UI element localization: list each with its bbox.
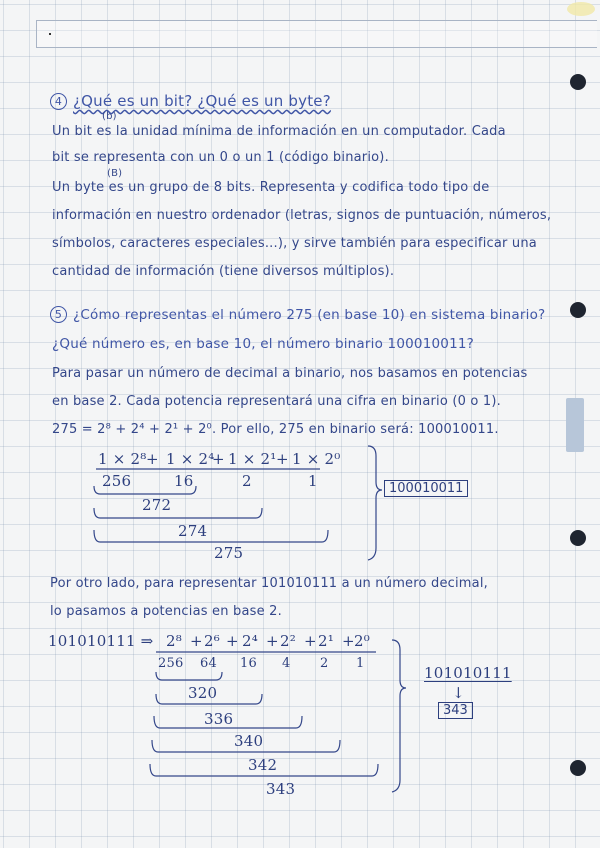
sum1-partial: 275	[214, 544, 244, 562]
sum1-term: 1 × 2⁰	[292, 450, 341, 468]
sum2-term: 2⁴	[242, 632, 258, 650]
q4-number: 4	[50, 93, 67, 110]
sum2-term: 2⁸	[166, 632, 182, 650]
sum1-brace-272	[94, 486, 196, 494]
sum2-value: 256	[158, 656, 184, 671]
sum1-partial: 272	[142, 496, 172, 514]
sum1-term: 1 × 2¹	[228, 450, 277, 468]
sum2-value: 64	[200, 656, 217, 671]
q4-line: cantidad de información (tiene diversos múltiplos).	[52, 264, 395, 279]
q4-line: bit se representa con un 0 o un 1 (código binario).	[52, 150, 389, 165]
sum1-value: 256	[102, 472, 132, 490]
sum2-arrow: ↓	[452, 684, 465, 702]
sum2-value: 2	[320, 656, 329, 671]
q4-line: Un byte es un grupo de 8 bits. Representa y codifica todo tipo de	[52, 180, 490, 195]
sum2-partial: 340	[234, 732, 264, 750]
q5-para2-line: Por otro lado, para representar 101010111 a un número decimal,	[50, 576, 488, 591]
sum2-brace-342	[152, 740, 340, 752]
sum1-value: 2	[242, 472, 252, 490]
sum2-value: 16	[240, 656, 257, 671]
q5-para2-line: lo pasamos a potencias en base 2.	[50, 604, 282, 619]
q5-line: en base 2. Cada potencia representará una cifra en binario (0 o 1).	[52, 394, 501, 409]
sum1-term: 1 × 2⁸	[98, 450, 147, 468]
sum1-value: 16	[174, 472, 194, 490]
sum2-brace-340	[154, 716, 302, 728]
sum2-term: 2⁶	[204, 632, 220, 650]
sum2-plus: +	[342, 632, 355, 650]
sum1-brace-274	[94, 508, 262, 518]
sum2-partial: 343	[266, 780, 296, 798]
sum2-lhs: 101010111 ⇒	[48, 632, 154, 650]
sum2-value: 4	[282, 656, 291, 671]
sum2-term: 2⁰	[354, 632, 370, 650]
sum1-plus: +	[212, 450, 225, 468]
sum2-plus: +	[304, 632, 317, 650]
q5-line: 275 = 2⁸ + 2⁴ + 2¹ + 2⁰. Por ello, 275 en binario será: 100010011.	[52, 422, 499, 437]
sum2-value: 1	[356, 656, 365, 671]
sum2-brace-336	[156, 694, 262, 704]
sum2-partial: 342	[248, 756, 278, 774]
sum2-plus: +	[266, 632, 279, 650]
q4-line: Un bit es la unidad mínima de información en un computador. Cada	[52, 124, 506, 139]
sum1-curly-brace	[368, 446, 382, 560]
sum2-binary: 101010111	[424, 664, 512, 682]
q5-title-line1: ¿Cómo representas el número 275 (en base 10) en sistema binario?	[73, 307, 546, 323]
sum1-partial: 274	[178, 522, 208, 540]
q4-line: información en nuestro ordenador (letras, signos de puntuación, números,	[52, 208, 552, 223]
q4-title: ¿Qué es un bit? ¿Qué es un byte?	[73, 92, 331, 110]
sum2-curly-brace	[392, 640, 406, 792]
byte-annotation: (B)	[107, 168, 123, 179]
sum1-answer-box: 100010011	[384, 480, 468, 497]
sum2-plus: +	[226, 632, 239, 650]
sum1-term: 1 × 2⁴	[166, 450, 215, 468]
bit-annotation: (b)	[102, 111, 117, 122]
q5-number: 5	[50, 306, 67, 323]
sum2-term: 2²	[280, 632, 296, 650]
sum2-answer-box: 343	[438, 702, 473, 719]
sum1-plus: +	[146, 450, 159, 468]
sum2-partial: 336	[204, 710, 234, 728]
sum1-plus: +	[276, 450, 289, 468]
sum1-value: 1	[308, 472, 318, 490]
q4-line: símbolos, caracteres especiales...), y sirve también para especificar una	[52, 236, 537, 251]
sum1-brace-275	[94, 530, 328, 542]
sum2-term: 2¹	[318, 632, 334, 650]
sum2-plus: +	[190, 632, 203, 650]
q5-line: Para pasar un número de decimal a binario, nos basamos en potencias	[52, 366, 528, 381]
sum2-partial: 320	[188, 684, 218, 702]
q5-title-line2: ¿Qué número es, en base 10, el número binario 100010011?	[52, 336, 475, 352]
sum2-brace-343	[150, 764, 378, 776]
sum2-brace-320	[156, 672, 222, 680]
